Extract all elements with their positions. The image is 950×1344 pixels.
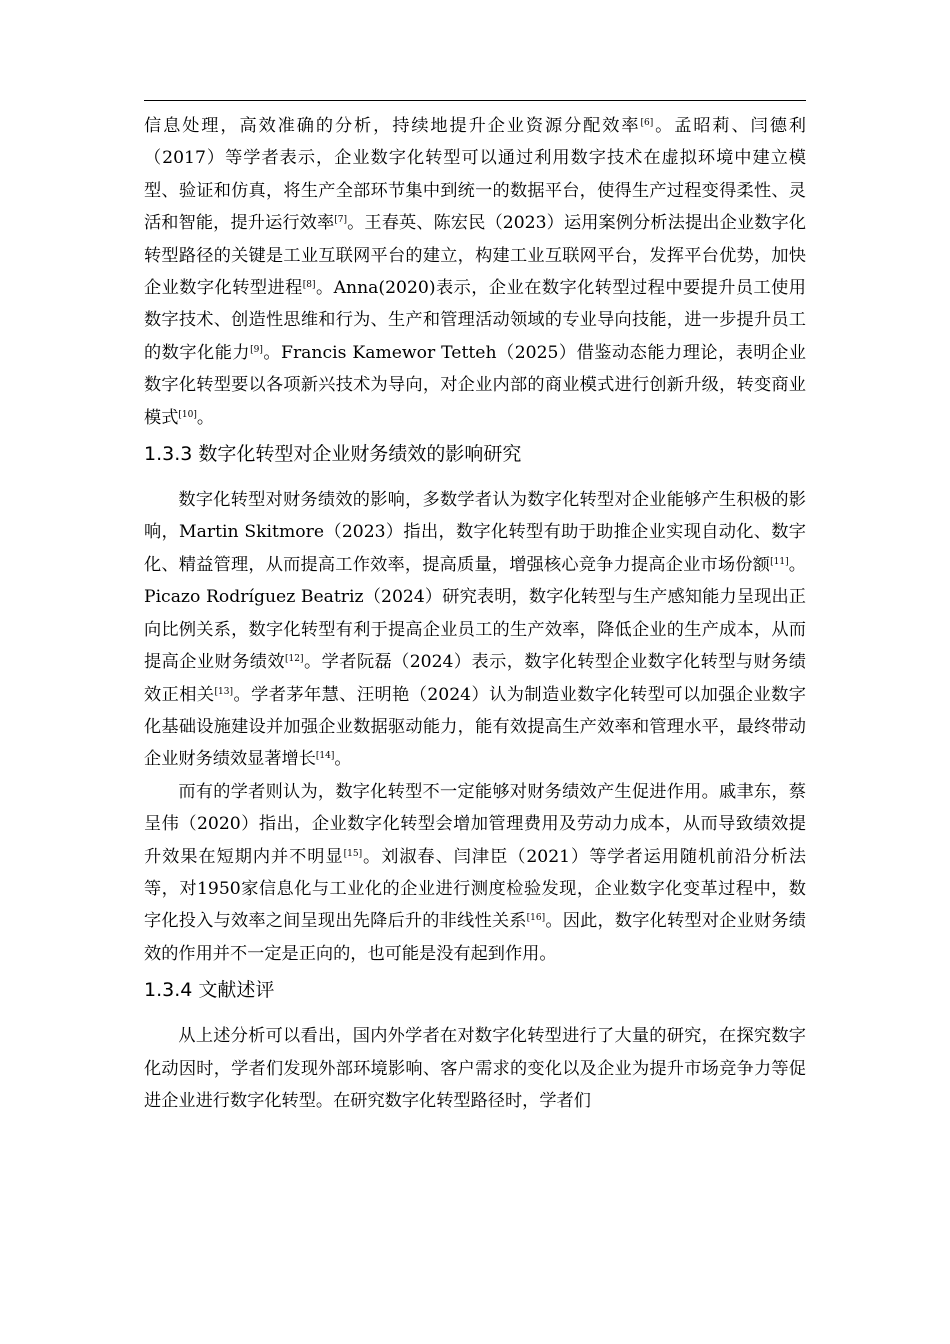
paragraph-4 bbox=[144, 1020, 806, 1117]
citation-ref: [6] bbox=[640, 118, 654, 128]
citation-ref: [15] bbox=[343, 848, 363, 859]
text-run: 。Anna(2020)表示，企业在数字化转型过程中要提升员工使用数字技术、创造性思维和行为、生产和管理活动领域的专业导向技能，进一步提升员工的数字化能力 bbox=[144, 278, 806, 363]
text-run: 。Francis Kamewor Tetteh（2025）借鉴动态能力理论，表明企业数字化转型要以各项新兴技术为导向，对企业内部的商业模式进行创新升级，转变商业模式 bbox=[144, 342, 806, 428]
text-run: 从上述分析可以看出，国内外学者在对数字化转型进行了大量的研究，在探究数字化动因时，学者们发现外部环境影响、客户需求的变化以及企业为提升市场竞争力等促进企业进行数字化转型。在研究数字化转型路径时，学者们 bbox=[144, 1026, 806, 1111]
text-run: 信息处理，高效准确的分析，持续地提升企业资源分配效率 bbox=[144, 116, 641, 136]
text-run: 而有的学者则认为，数字化转型不一定能够对财务绩效产生促进作用。戚聿东，蔡呈伟（2020）指出，企业数字化转型会增加管理费用及劳动力成本，从而导致绩效提升效果在短期内并不明显 bbox=[144, 781, 806, 867]
paragraph-2 bbox=[144, 484, 806, 776]
text-run: 。Picazo Rodríguez Beatriz（2024）研究表明，数字化转型与生产感知能力呈现出正向比例关系，数字化转型有利于提高企业员工的生产效率，降低企业的生产成本，从而提高企业财务绩效 bbox=[144, 554, 806, 673]
text-run: 数字化转型对财务绩效的影响，多数学者认为数字化转型对企业能够产生积极的影响，Martin Skitmore（2023）指出，数字化转型有助于助推企业实现自动化、数字化、精益管理，从而提高工作效率，提高质量，增强核心竞争力提高企业市场份额 bbox=[144, 490, 806, 575]
text-run: 。 bbox=[334, 749, 352, 770]
citation-ref: [8] bbox=[302, 280, 316, 291]
citation-ref: [13] bbox=[214, 686, 233, 697]
text-run: 。孟昭莉、闫德利（2017）等学者表示，企业数字化转型可以通过利用数字技术在虚拟环境中建立模型、验证和仿真，将生产全部环节集中到统一的数据平台，使得生产过程变得柔性、灵活和智能，提升运行效率 bbox=[144, 116, 806, 234]
text-run: 。王春英、陈宏民（2023）运用案例分析法提出企业数字化转型路径的关键是工业互联网平台的建立，构建工业互联网平台，发挥平台优势，加快企业数字化转型进程 bbox=[144, 213, 806, 299]
citation-ref: [10] bbox=[178, 409, 197, 420]
citation-ref: [7] bbox=[334, 215, 348, 226]
citation-ref: [11] bbox=[770, 556, 789, 567]
section-heading-1-3-4: 1.3.4 文献述评 bbox=[144, 979, 275, 1002]
text-run: 。学者阮磊（2024）表示，数字化转型企业数字化转型与财务绩效正相关 bbox=[144, 652, 806, 705]
citation-ref: [9] bbox=[250, 344, 263, 355]
citation-ref: [12] bbox=[285, 654, 304, 665]
text-run: 。 bbox=[196, 407, 215, 428]
paragraph-3 bbox=[144, 776, 806, 970]
citation-ref: [14] bbox=[315, 751, 335, 762]
section-heading-1-3-3: 1.3.3 数字化转型对企业财务绩效的影响研究 bbox=[144, 443, 522, 466]
text-run: 。学者茅年慧、汪明艳（2024）认为制造业数字化转型可以加强企业数字化基础设施建设并加强企业数据驱动能力，能有效提高生产效率和管理水平，最终带动企业财务绩效显著增长 bbox=[144, 684, 806, 770]
header-rule bbox=[144, 100, 806, 101]
citation-ref: [16] bbox=[526, 913, 546, 924]
body-text bbox=[144, 110, 806, 1117]
text-run: 。刘淑春、闫津臣（2021）等学者运用随机前沿分析法等，对1950家信息化与工业化的企业进行测度检验发现，企业数字化变革过程中，数字化投入与效率之间呈现出先降后升的非线性关系 bbox=[144, 846, 806, 932]
paragraph-1 bbox=[144, 110, 806, 434]
text-run: 。因此，数字化转型对企业财务绩效的作用并不一定是正向的，也可能是没有起到作用。 bbox=[144, 911, 806, 964]
